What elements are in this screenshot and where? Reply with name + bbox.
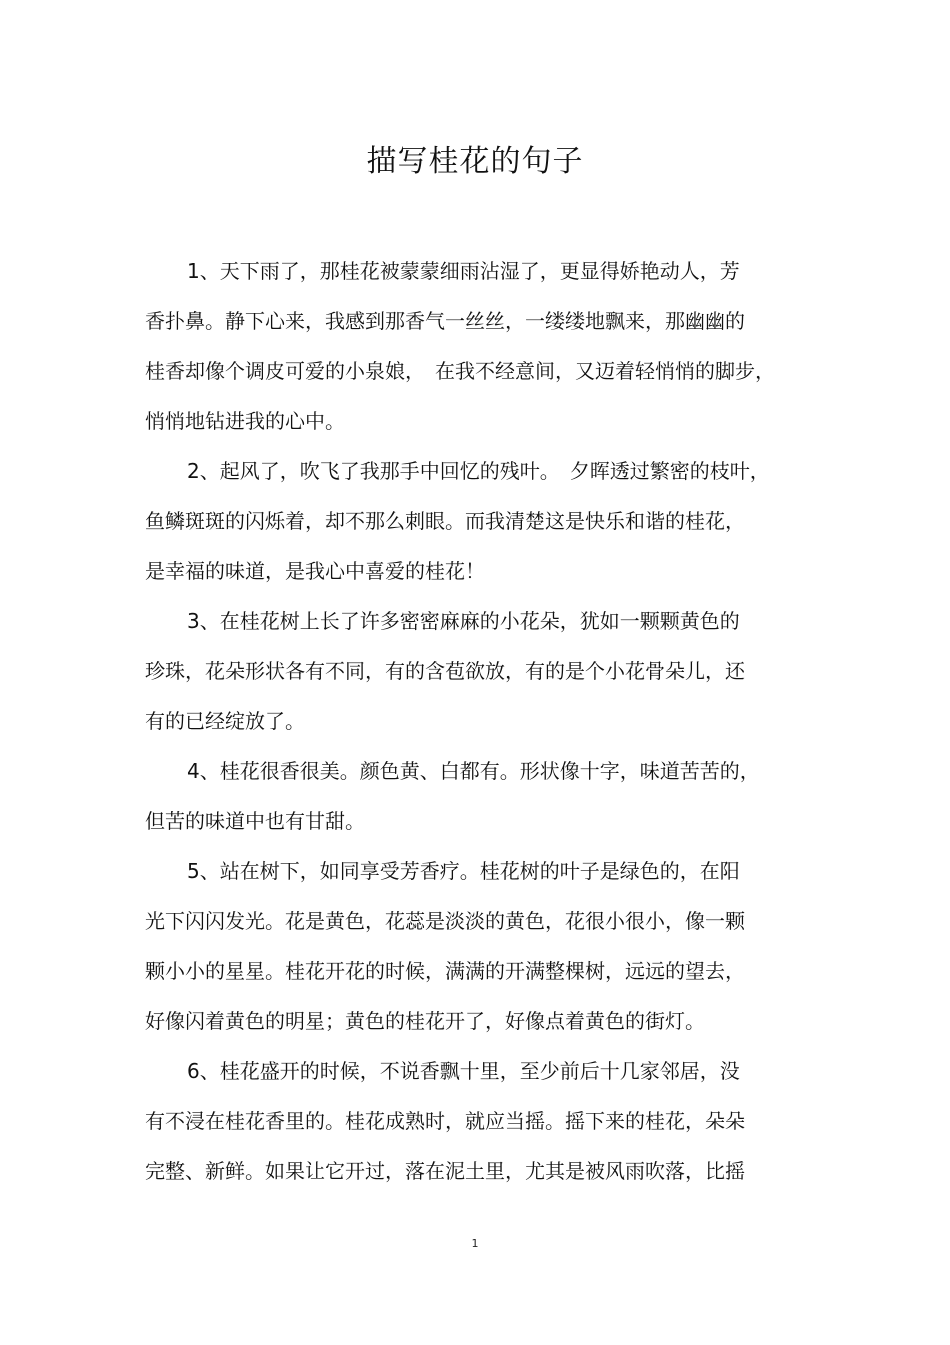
text-line-7: 是幸福的味道，是我心中喜爱的桂花！ — [145, 559, 485, 583]
text-line-2: 香扑鼻。静下心来，我感到那香气一丝丝，一缕缕地飘来，那幽幽的 — [145, 309, 745, 333]
text-line-15: 颗小小的星星。桂花开花的时候，满满的开满整棵树，远远的望去， — [145, 959, 745, 983]
text-line-3: 桂香却像个调皮可爱的小泉娘， 在我不经意间，又迈着轻悄悄的脚步， — [145, 359, 775, 383]
text-line-1: 1、天下雨了，那桂花被蒙蒙细雨沾湿了，更显得娇艳动人，芳 — [187, 259, 740, 283]
text-line-17: 6、桂花盛开的时候，不说香飘十里，至少前后十几家邻居，没 — [187, 1059, 740, 1083]
text-line-13: 5、站在树下，如同享受芳香疗。桂花树的叶子是绿色的，在阳 — [187, 859, 740, 883]
text-line-10: 有的已经绽放了。 — [145, 709, 305, 733]
text-line-6: 鱼鳞斑斑的闪烁着，却不那么刺眼。而我清楚这是快乐和谐的桂花， — [145, 509, 745, 533]
text-line-5: 2、起风了，吹飞了我那手中回忆的残叶。 夕晖透过繁密的枝叶， — [187, 459, 770, 483]
text-line-9: 珍珠，花朵形状各有不同，有的含苞欲放，有的是个小花骨朵儿，还 — [145, 659, 745, 683]
text-line-16: 好像闪着黄色的明星；黄色的桂花开了，好像点着黄色的街灯。 — [145, 1009, 705, 1033]
document-body — [145, 246, 795, 1196]
text-line-12: 但苦的味道中也有甘甜。 — [145, 809, 365, 833]
text-line-18: 有不浸在桂花香里的。桂花成熟时，就应当摇。摇下来的桂花，朵朵 — [145, 1109, 745, 1133]
text-line-8: 3、在桂花树上长了许多密密麻麻的小花朵，犹如一颗颗黄色的 — [187, 609, 740, 633]
document-title: 描写桂花的句子 — [366, 144, 584, 179]
text-line-11: 4、桂花很香很美。颜色黄、白都有。形状像十字，味道苦苦的， — [187, 759, 760, 783]
page-number: 1 — [471, 1237, 479, 1250]
text-line-19: 完整、新鲜。如果让它开过，落在泥土里，尤其是被风雨吹落，比摇 — [145, 1159, 745, 1183]
text-line-14: 光下闪闪发光。花是黄色，花蕊是淡淡的黄色，花很小很小，像一颗 — [145, 909, 745, 933]
text-line-4: 悄悄地钻进我的心中。 — [145, 409, 345, 433]
